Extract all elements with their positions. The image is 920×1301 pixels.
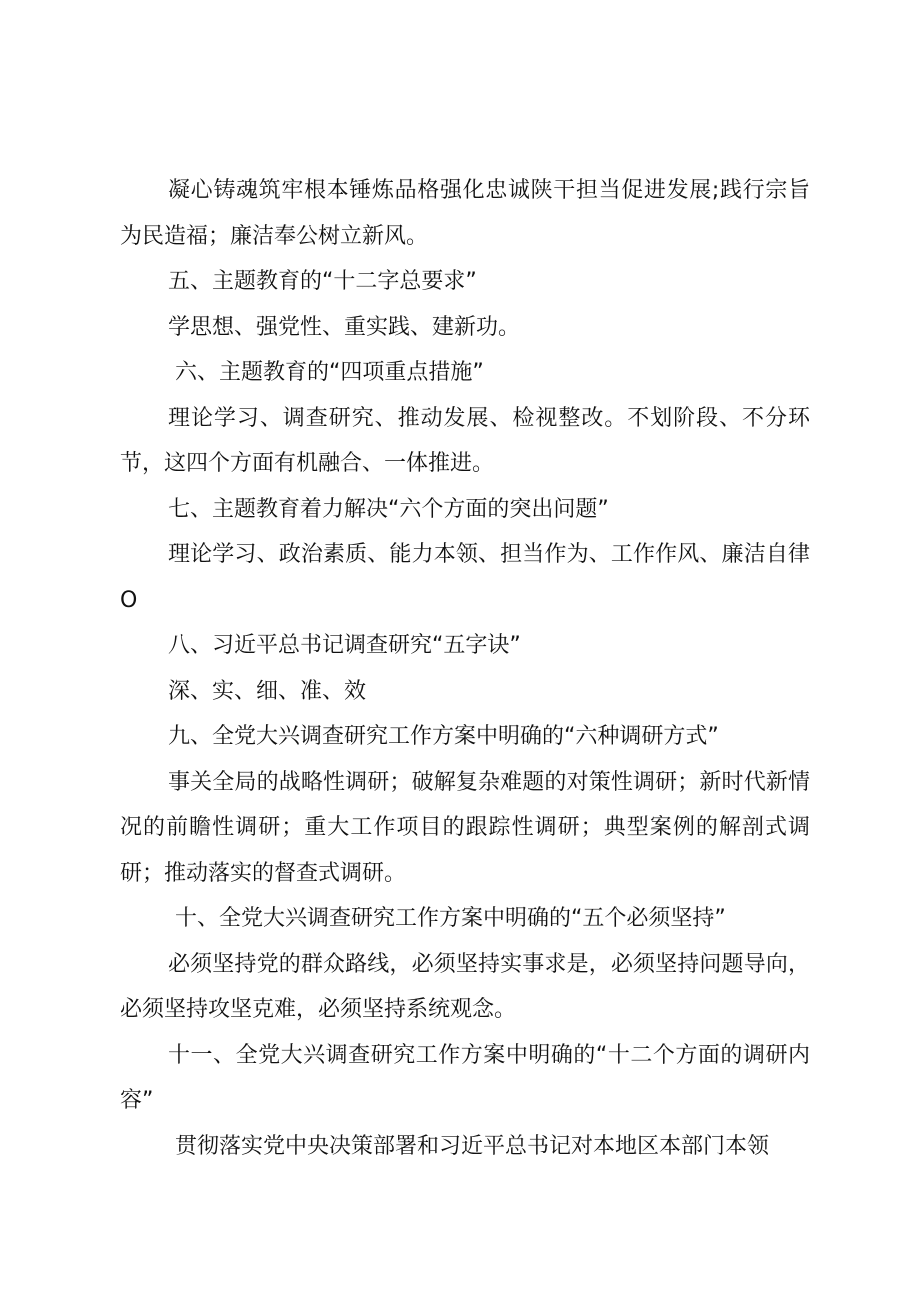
paragraph-section-6: 理论学习、调查研究、推动发展、检视整改。不划阶段、不分环节，这四个方面有机融合、一体推进。: [120, 405, 810, 476]
paragraph-section-7: 理论学习、政治素质、能力本领、担当作为、工作作风、廉洁自律O: [120, 542, 810, 613]
heading-section-7: 七、主题教育着力解决“六个方面的突出问题”: [168, 496, 609, 522]
paragraph-section-11: 贯彻落实党中央决策部署和习近平总书记对本地区本部门本领: [175, 1133, 770, 1159]
paragraph-section-9: 事关全局的战略性调研；破解复杂难题的对策性调研；新时代新情况的前瞻性调研；重大工作项目的跟踪性调研；典型案例的解剖式调研；推动落实的督查式调研。: [120, 769, 810, 886]
heading-section-11: 十一、全党大兴调查研究工作方案中明确的“十二个方面的调研内容”: [120, 1042, 810, 1113]
heading-section-9: 九、全党大兴调查研究工作方案中明确的“六种调研方式”: [168, 724, 719, 749]
paragraph-section-10: 必须坚持党的群众路线，必须坚持实事求是，必须坚持问题导向，必须坚持攻坚克难，必须坚持系统观念。: [120, 951, 810, 1022]
heading-section-8: 八、习近平总书记调查研究“五字诀”: [168, 633, 521, 658]
heading-section-5: 五、主题教育的“十二字总要求”: [168, 269, 477, 294]
document-body: [120, 168, 810, 1169]
heading-section-10: 十、全党大兴调查研究工作方案中明确的“五个必须坚持”: [175, 906, 726, 931]
heading-section-6: 六、主题教育的“四项重点措施”: [175, 360, 484, 385]
paragraph-intro-slogan: 凝心铸魂筑牢根本锤炼品格强化忠诚陕干担当促进发展;践行宗旨为民造福；廉洁奉公树立新风。: [120, 178, 810, 249]
paragraph-section-5: 学思想、强党性、重实践、建新功。: [168, 314, 521, 340]
paragraph-section-8: 深、实、细、准、效: [168, 678, 367, 704]
